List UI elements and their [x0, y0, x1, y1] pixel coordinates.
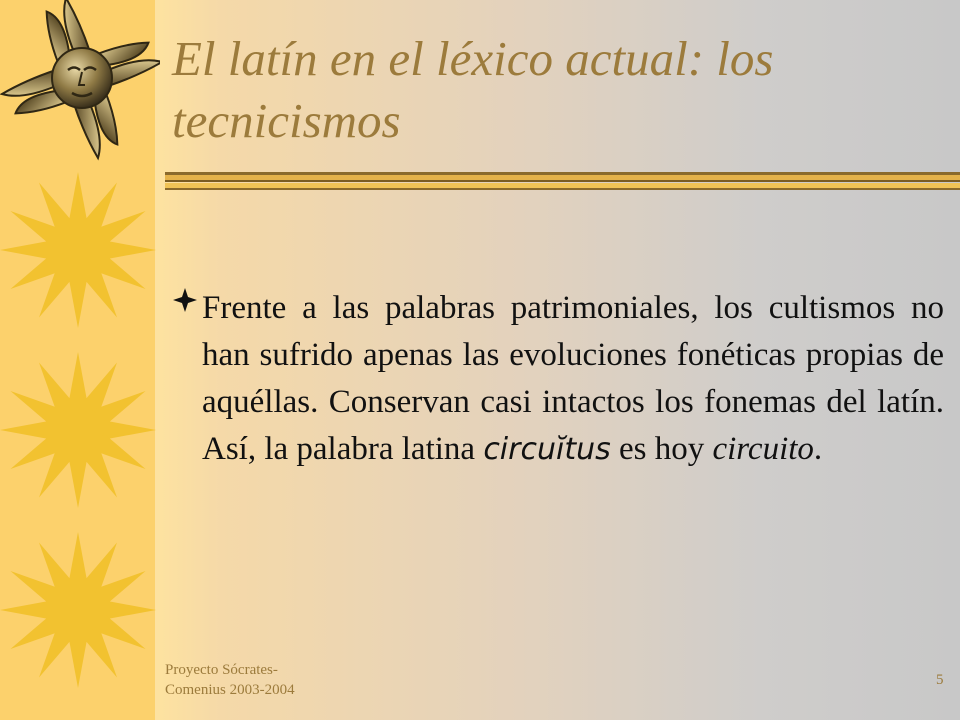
sun-face-icon	[2, 0, 160, 158]
title-divider	[165, 170, 960, 192]
star-bullet-icon	[172, 287, 198, 313]
bullet-text-end: .	[813, 431, 823, 467]
bullet-item	[172, 285, 944, 473]
decorative-suns	[0, 0, 160, 720]
latin-word: circuĭtus	[483, 432, 611, 467]
slide-title: El latín en el léxico actual: los tecnicismos	[172, 31, 774, 148]
sun-icon	[0, 172, 156, 328]
modern-word: circuito	[712, 431, 814, 467]
sun-icon	[0, 352, 156, 508]
page-number: 5	[936, 672, 944, 688]
sun-icon	[0, 532, 156, 688]
bullet-text-before: Frente a las palabras patrimoniales, los cultismos no han sufrido apenas las evoluciones fonéticas propias de aquéllas. Conservan casi intactos los fonemas del latín. Así, la palabra latina	[202, 290, 944, 467]
bullet-text-middle: es hoy	[610, 431, 713, 467]
footer-line-1: Proyecto Sócrates-	[165, 662, 278, 678]
footer-text	[165, 660, 295, 700]
footer-line-2: Comenius 2003-2004	[165, 682, 295, 698]
bullet-text	[202, 285, 944, 473]
